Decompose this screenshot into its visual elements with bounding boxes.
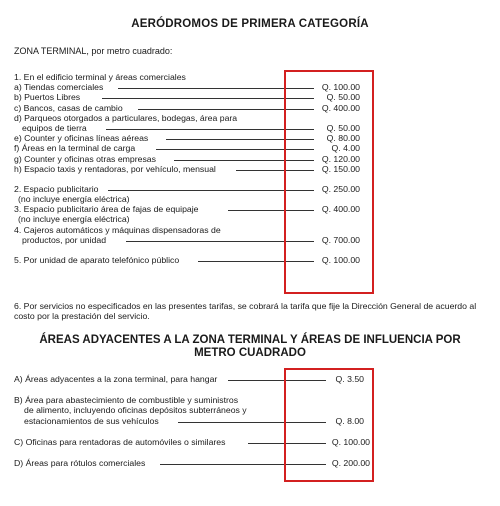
list-item: equipos de tierra Q. 50.00 [22, 122, 360, 133]
item-value: Q. 3.50 [335, 374, 364, 384]
list-item: f) Áreas en la terminal de carga Q. 4.00 [14, 143, 360, 154]
list-item: 2. Espacio publicitario Q. 250.00 [14, 183, 360, 194]
list-item: g) Counter y oficinas otras empresas Q. 120.00 [14, 153, 360, 164]
list-heading: 1. En el edificio terminal y áreas comerciales [14, 72, 186, 82]
list-item: 3. Espacio publicitario área de fajas de equipaje Q. 400.00 [14, 204, 360, 215]
list-item: e) Counter y oficinas líneas aéreas Q. 80.00 [14, 133, 360, 144]
list-item-note: (no incluye energía eléctrica) [18, 194, 130, 205]
section-title-line: METRO CUADRADO [194, 347, 306, 359]
list-item: b) Puertos Libres Q. 50.00 [14, 92, 360, 103]
list-item: d) Parqueos otorgados a particulares, bodegas, área para [14, 112, 238, 123]
section-subtitle: ZONA TERMINAL, por metro cuadrado: [14, 46, 173, 56]
item-value: Q. 100.00 [331, 436, 370, 447]
item-value: Q. 120.00 [321, 153, 360, 164]
list-item: D) Áreas para rótulos comerciales Q. 200.00 [14, 457, 370, 468]
item-value: Q. 200.00 [331, 457, 370, 468]
list-item: C) Oficinas para rentadoras de automóviles o similares Q. 100.00 [14, 436, 370, 447]
item-value: Q. 400.00 [321, 204, 360, 215]
item-value: Q. 250.00 [321, 183, 360, 194]
list-item: de alimento, incluyendo oficinas depósitos subterráneos y [24, 405, 247, 416]
section-title-adjacent [0, 334, 500, 360]
item-value: Q. 400.00 [321, 102, 360, 113]
item-value: Q. 700.00 [321, 234, 360, 245]
item-value: Q. 80.00 [326, 133, 360, 144]
page-title: AERÓDROMOS DE PRIMERA CATEGORÍA [131, 18, 369, 30]
list-item: A) Áreas adyacentes a la zona terminal, para hangar Q. 3.50 [14, 374, 364, 384]
highlight-box-terminal [284, 70, 374, 294]
list-item: estacionamientos de sus vehículos Q. 8.00 [24, 415, 364, 426]
highlight-box-adjacent [284, 368, 374, 482]
list-item: a) Tiendas comerciales Q. 100.00 [14, 82, 360, 93]
item-value: Q. 50.00 [326, 92, 360, 103]
footnote: 6. Por servicios no especificados en las presentes tarifas, se cobrará la tarifa que fije la Dirección General de acuerdo al costo por la prestación del servicio. [14, 301, 477, 321]
list-item: productos, por unidad Q. 700.00 [22, 234, 360, 245]
list-item: 4. Cajeros automáticos y máquinas dispensadoras de [14, 224, 221, 235]
list-item: 5. Por unidad de aparato telefónico público Q. 100.00 [14, 255, 360, 265]
list-item: c) Bancos, casas de cambio Q. 400.00 [14, 102, 360, 113]
item-value: Q. 100.00 [321, 255, 360, 265]
list-item-note: (no incluye energía eléctrica) [18, 214, 130, 225]
list-item: B) Área para abastecimiento de combustible y suministros [14, 395, 239, 406]
item-value: Q. 50.00 [326, 122, 360, 133]
section-title-line: ÁREAS ADYACENTES A LA ZONA TERMINAL Y ÁREAS DE INFLUENCIA POR [39, 334, 461, 346]
item-value: Q. 150.00 [321, 163, 360, 174]
list-item: h) Espacio taxis y rentadoras, por vehículo, mensual Q. 150.00 [14, 163, 360, 174]
item-value: Q. 4.00 [331, 143, 360, 154]
item-value: Q. 8.00 [335, 415, 364, 426]
item-value: Q. 100.00 [321, 82, 360, 93]
